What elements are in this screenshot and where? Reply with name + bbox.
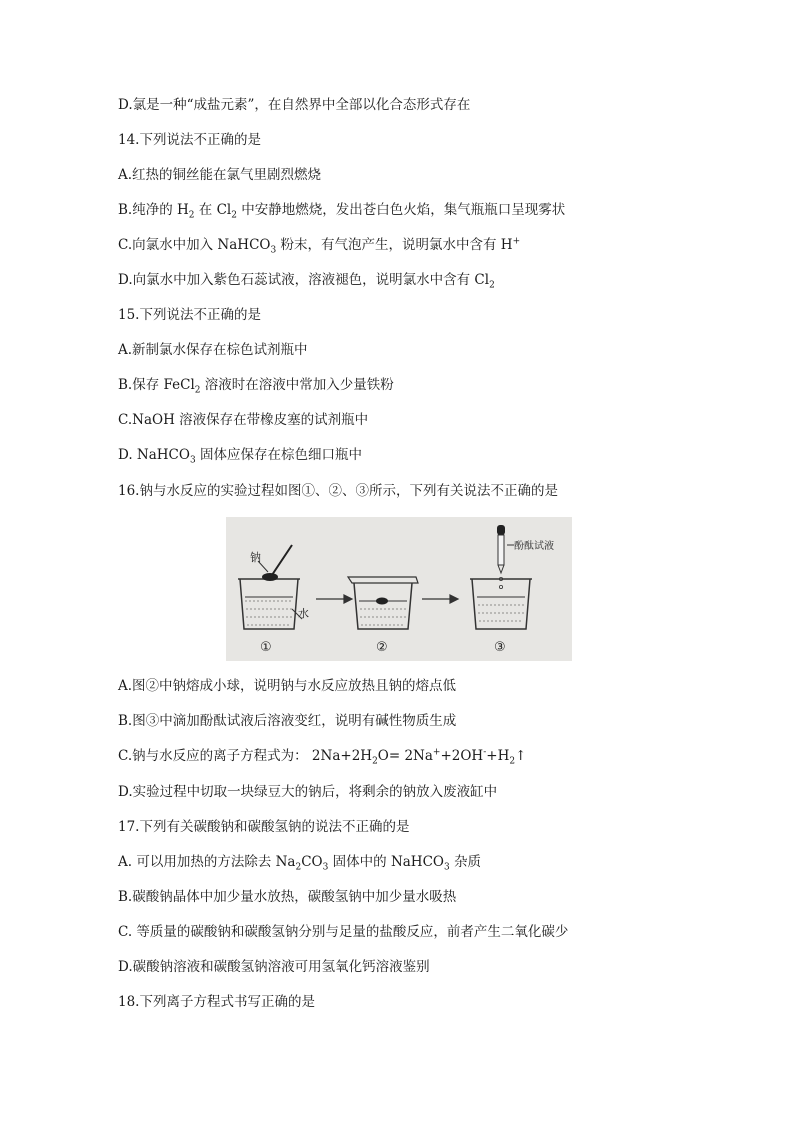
q15-option-a: A.新制氯水保存在棕色试剂瓶中: [118, 342, 308, 358]
q16-option-d: D.实验过程中切取一块绿豆大的钠后，将剩余的钠放入废液缸中: [118, 784, 498, 800]
q17-option-c: C. 等质量的碳酸钠和碳酸氢钠分别与足量的盐酸反应，前者产生二氧化碳少: [118, 924, 569, 940]
q13-option-d: D.氯是一种“成盐元素”，在自然界中全部以化合态形式存在: [118, 97, 471, 113]
q15-option-d: D. NaHCO$_3$ 固体应保存在棕色细口瓶中: [118, 447, 362, 466]
q14-option-a: A.红热的铜丝能在氯气里剧烈燃烧: [118, 167, 322, 183]
q16-option-a: A.图②中钠熔成小球，说明钠与水反应放热且钠的熔点低: [118, 678, 457, 694]
panel-label-2: ②: [376, 640, 388, 655]
q18-stem: 18.下列离子方程式书写正确的是: [118, 994, 315, 1010]
q14-option-c: C.向氯水中加入 NaHCO$_3$ 粉末，有气泡产生，说明氯水中含有 H+: [118, 236, 521, 256]
q17-stem: 17.下列有关碳酸钠和碳酸氢钠的说法不正确的是: [118, 819, 410, 835]
q17-option-b: B.碳酸钠晶体中加少量水放热，碳酸氢钠中加少量水吸热: [118, 889, 457, 905]
q15-option-c: C.NaOH 溶液保存在带橡皮塞的试剂瓶中: [118, 412, 369, 428]
sodium-water-experiment-figure: [226, 517, 572, 661]
q16-option-b: B.图③中滴加酚酞试液后溶液变红，说明有碱性物质生成: [118, 713, 457, 729]
q17-option-a: A. 可以用加热的方法除去 $Na_2CO_3$ 固体中的 NaHCO$_3$ 杂质: [118, 854, 482, 873]
label-sodium: 钠: [250, 551, 261, 564]
q14-option-d: D.向氯水中加入紫色石蕊试液，溶液褪色，说明氯水中含有 $Cl_2$: [118, 272, 495, 291]
q15-option-b: B.保存 FeCl$_2$ 溶液时在溶液中常加入少量铁粉: [118, 377, 394, 396]
label-water: 水: [298, 607, 309, 620]
q14-stem: 14.下列说法不正确的是: [118, 132, 261, 148]
q17-option-d: D.碳酸钠溶液和碳酸氢钠溶液可用氢氧化钙溶液鉴别: [118, 959, 430, 975]
q15-stem: 15.下列说法不正确的是: [118, 307, 261, 323]
molten-sodium-ball: [376, 598, 388, 605]
q14-option-b: B.纯净的 $H_2$ 在 $Cl_2$ 中安静地燃烧，发出苍白色火焰，集气瓶瓶口呈现雾状: [118, 202, 566, 221]
panel-label-3: ③: [494, 640, 506, 655]
panel-label-1: ①: [260, 640, 272, 655]
label-phenolphthalein: 酚酞试液: [514, 541, 554, 552]
q16-stem: 16.钠与水反应的实验过程如图①、②、③所示，下列有关说法不正确的是: [118, 483, 558, 499]
q16-option-c: C.钠与水反应的离子方程式为： $2Na+2H_2O=$ $2Na^++2OH^-+H_2↑$: [118, 747, 527, 767]
